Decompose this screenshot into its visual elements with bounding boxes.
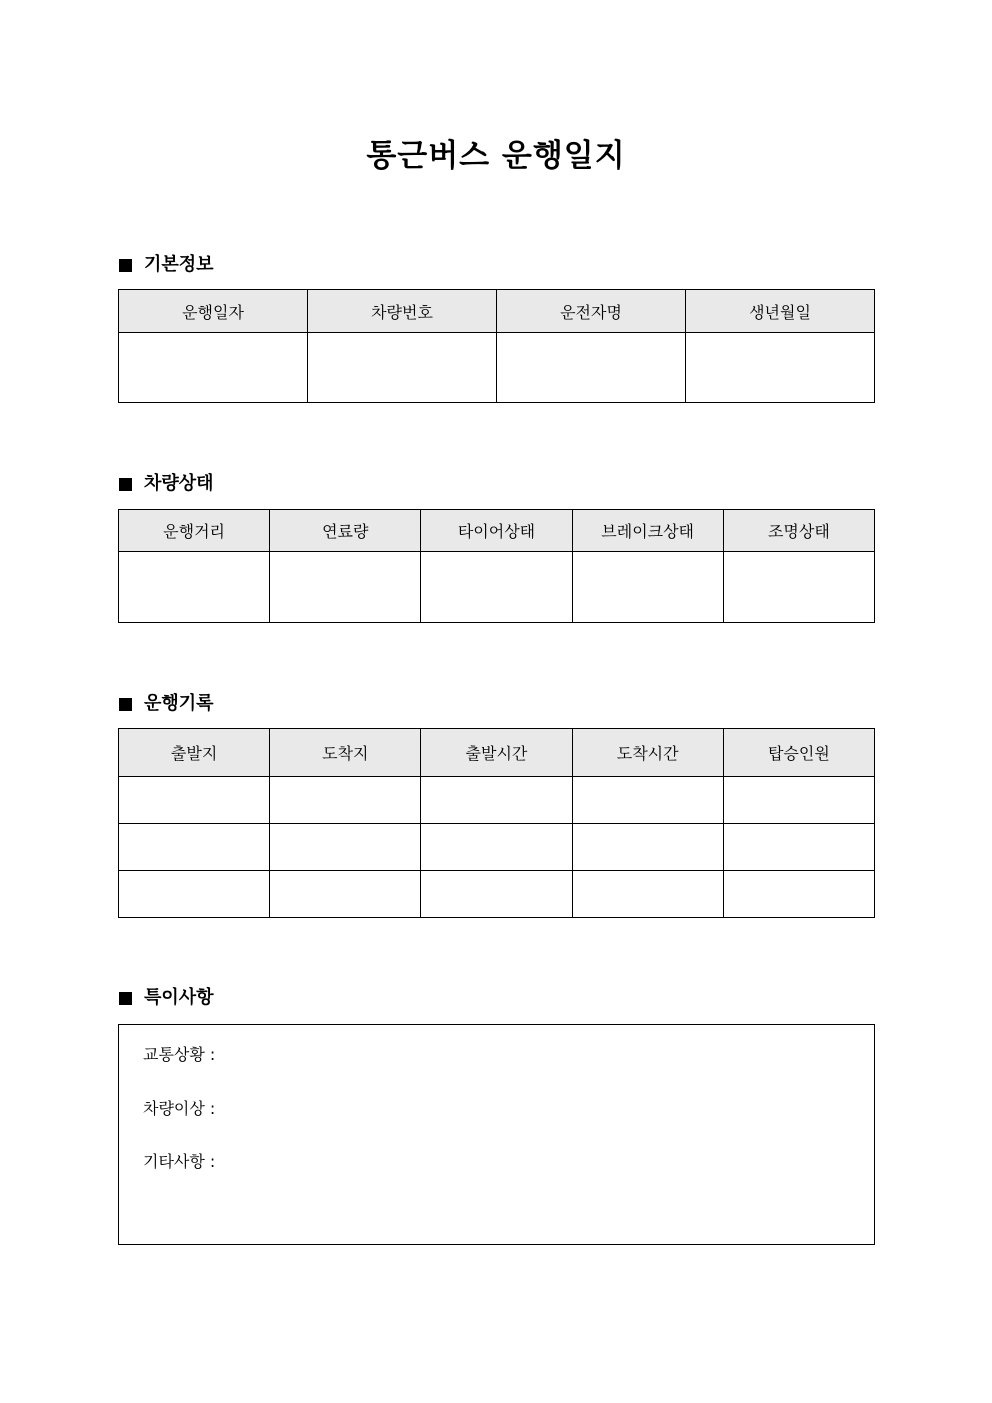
header-cell: 타이어상태: [421, 510, 572, 552]
input-cell[interactable]: [572, 824, 723, 871]
input-cell[interactable]: [119, 871, 270, 918]
note-label-traffic: 교통상황 :: [143, 1045, 216, 1064]
section-heading-trip-log: [119, 692, 214, 716]
table-row: [119, 824, 875, 871]
header-cell: 조명상태: [723, 510, 874, 552]
basic-info-table: [118, 289, 875, 403]
note-label-vehicle-issue: 차량이상 :: [143, 1099, 216, 1118]
section-heading-label: 차량상태: [144, 473, 214, 494]
header-cell: 도착지: [270, 729, 421, 777]
table-header-row: [119, 290, 875, 333]
table-row: [119, 333, 875, 403]
black-square-icon: [119, 992, 132, 1005]
header-cell: 연료량: [270, 510, 421, 552]
section-heading-label: 운행기록: [144, 693, 214, 714]
black-square-icon: [119, 478, 132, 491]
input-cell[interactable]: [270, 777, 421, 824]
table-row: [119, 552, 875, 623]
header-cell: 운행거리: [119, 510, 270, 552]
header-cell: 탑승인원: [723, 729, 874, 777]
page-title: 통근버스 운행일지: [366, 138, 626, 174]
header-cell: 운행일자: [119, 290, 308, 333]
remarks-box[interactable]: [118, 1024, 875, 1245]
header-cell: 도착시간: [572, 729, 723, 777]
input-cell-distance[interactable]: [119, 552, 270, 623]
input-cell[interactable]: [572, 777, 723, 824]
header-cell: 차량번호: [308, 290, 497, 333]
table-row: [119, 777, 875, 824]
input-cell-fuel[interactable]: [270, 552, 421, 623]
input-cell[interactable]: [421, 871, 572, 918]
input-cell[interactable]: [421, 777, 572, 824]
input-cell-tire[interactable]: [421, 552, 572, 623]
trip-log-table: [118, 728, 875, 918]
input-cell[interactable]: [723, 824, 874, 871]
input-cell[interactable]: [723, 871, 874, 918]
black-square-icon: [119, 698, 132, 711]
table-header-row: [119, 510, 875, 552]
input-cell[interactable]: [270, 871, 421, 918]
input-cell[interactable]: [572, 871, 723, 918]
section-heading-label: 기본정보: [144, 254, 214, 275]
header-cell: 생년월일: [686, 290, 875, 333]
input-cell[interactable]: [723, 777, 874, 824]
input-cell[interactable]: [119, 824, 270, 871]
section-heading-label: 특이사항: [144, 987, 214, 1008]
section-heading-remarks: [119, 986, 214, 1010]
input-cell-vehicle-number[interactable]: [308, 333, 497, 403]
section-heading-basic-info: [119, 253, 214, 277]
note-label-other: 기타사항 :: [143, 1152, 216, 1171]
input-cell[interactable]: [270, 824, 421, 871]
table-row: [119, 871, 875, 918]
input-cell-brake[interactable]: [572, 552, 723, 623]
input-cell-lighting[interactable]: [723, 552, 874, 623]
section-heading-vehicle-status: [119, 472, 214, 496]
header-cell: 운전자명: [497, 290, 686, 333]
input-cell[interactable]: [421, 824, 572, 871]
input-cell[interactable]: [119, 777, 270, 824]
header-cell: 출발시간: [421, 729, 572, 777]
header-cell: 출발지: [119, 729, 270, 777]
vehicle-status-table: [118, 509, 875, 623]
input-cell-date[interactable]: [119, 333, 308, 403]
header-cell: 브레이크상태: [572, 510, 723, 552]
table-header-row: [119, 729, 875, 777]
black-square-icon: [119, 259, 132, 272]
input-cell-driver-name[interactable]: [497, 333, 686, 403]
input-cell-birthdate[interactable]: [686, 333, 875, 403]
